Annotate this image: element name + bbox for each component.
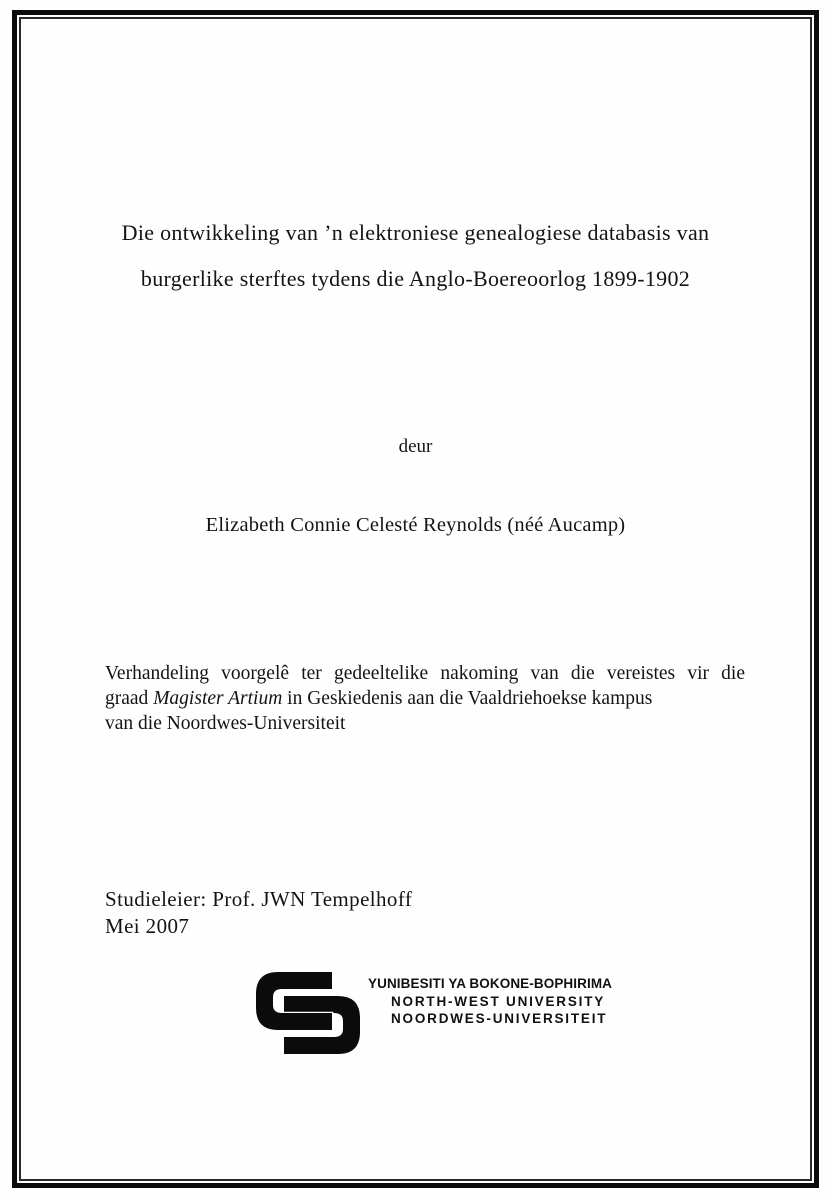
byline-deur: deur [398, 436, 433, 457]
author-name: Elizabeth Connie Celesté Reynolds (néé Aucamp) [205, 514, 626, 536]
submission-line2 [105, 686, 745, 711]
submission-statement [105, 661, 745, 736]
university-name-setswana: YUNIBESITI YA BOKONE-BOPHIRIMA [368, 976, 613, 991]
university-logo-text [368, 975, 612, 1028]
submission-line3: van die Noordwes-Universiteit [105, 713, 346, 734]
supervisor-line: Studieleier: Prof. JWN Tempelhoff [105, 887, 413, 911]
degree-name: Magister Artium [153, 688, 283, 709]
supervisor-block [105, 886, 412, 940]
thesis-title [50, 210, 781, 302]
submission-line2-suffix: in Geskiedenis aan die Vaaldriehoekse kampus [282, 688, 653, 709]
date-line: Mei 2007 [105, 914, 190, 938]
submission-line2-prefix: graad [105, 688, 154, 709]
thesis-title-line1: Die ontwikkeling van ’n elektroniese genealogiese databasis van [121, 220, 710, 245]
university-name-english: NORTH-WEST UNIVERSITY [391, 993, 606, 1009]
university-name-afrikaans: NOORDWES-UNIVERSITEIT [391, 1011, 608, 1027]
university-logo [256, 972, 612, 1054]
university-chainlink-logo-icon [256, 972, 360, 1054]
submission-line1: Verhandeling voorgelê ter gedeeltelike nakoming van die vereistes vir die [105, 663, 745, 684]
thesis-title-line2: burgerlike sterftes tydens die Anglo-Boereoorlog 1899-1902 [140, 266, 691, 291]
